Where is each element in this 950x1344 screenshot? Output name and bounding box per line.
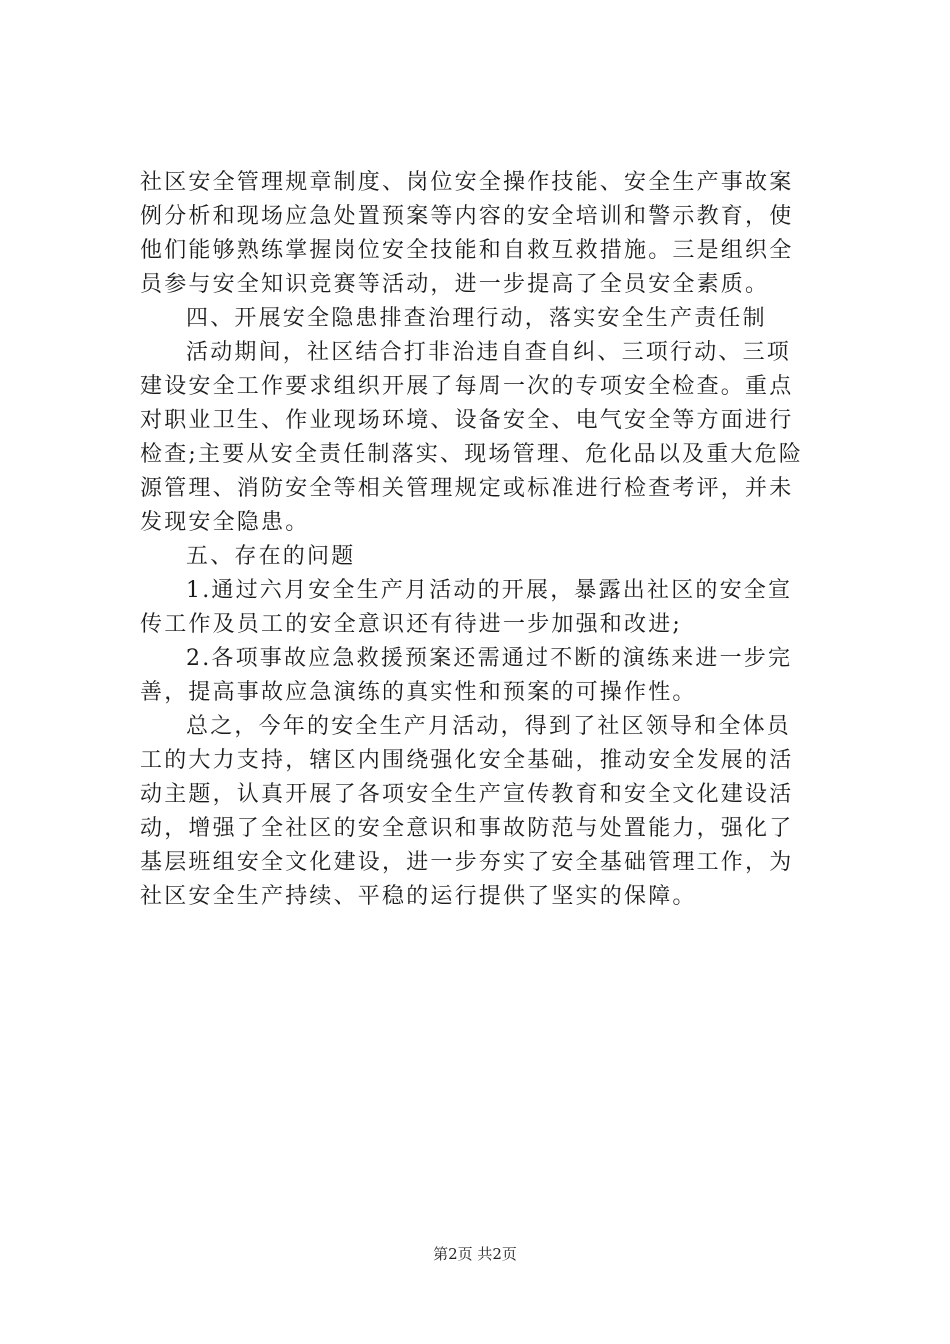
- section-heading-5: 五、存在的问题: [186, 544, 356, 569]
- conclusion-paragraph: 总之，今年的安全生产月活动，得到了社区领导和全体员: [186, 714, 792, 739]
- document-body: [140, 166, 840, 914]
- page-footer: 第2页 共2页: [433, 1245, 517, 1263]
- paragraph-line: 社区安全管理规章制度、岗位安全操作技能、安全生产事故案: [140, 170, 794, 195]
- paragraph-line: 发现安全隐患。: [140, 510, 310, 535]
- paragraph-line: 员参与安全知识竞赛等活动，进一步提高了全员安全素质。: [140, 272, 770, 297]
- paragraph-line: 检查;主要从安全责任制落实、现场管理、危化品以及重大危险: [140, 442, 804, 467]
- paragraph-line: 活动期间，社区结合打非治违自查自纠、三项行动、三项: [186, 340, 792, 365]
- paragraph-line: 传工作及员工的安全意识还有待进一步加强和改进;: [140, 612, 683, 637]
- paragraph-line: 动主题，认真开展了各项安全生产宣传教育和安全文化建设活: [140, 782, 794, 807]
- paragraph-line: 源管理、消防安全等相关管理规定或标准进行检查考评，并未: [140, 476, 794, 501]
- paragraph-line: 他们能够熟练掌握岗位安全技能和自救互救措施。三是组织全: [140, 238, 794, 263]
- list-item-1: 1.通过六月安全生产月活动的开展，暴露出社区的安全宣: [186, 578, 793, 603]
- paragraph-line: 工的大力支持，辖区内围绕强化安全基础，推动安全发展的活: [140, 748, 794, 773]
- paragraph-line: 例分析和现场应急处置预案等内容的安全培训和警示教育，使: [140, 204, 794, 229]
- section-heading-4: 四、开展安全隐患排查治理行动，落实安全生产责任制: [186, 306, 767, 331]
- paragraph-line: 基层班组安全文化建设，进一步夯实了安全基础管理工作，为: [140, 850, 794, 875]
- paragraph-line: 动，增强了全社区的安全意识和事故防范与处置能力，强化了: [140, 816, 794, 841]
- list-item-2: 2.各项事故应急救援预案还需通过不断的演练来进一步完: [186, 646, 793, 671]
- paragraph-line: 善，提高事故应急演练的真实性和预案的可操作性。: [140, 680, 697, 705]
- paragraph-line: 建设安全工作要求组织开展了每周一次的专项安全检查。重点: [140, 374, 794, 399]
- paragraph-line: 对职业卫生、作业现场环境、设备安全、电气安全等方面进行: [140, 408, 794, 433]
- paragraph-line: 社区安全生产持续、平稳的运行提供了坚实的保障。: [140, 884, 697, 909]
